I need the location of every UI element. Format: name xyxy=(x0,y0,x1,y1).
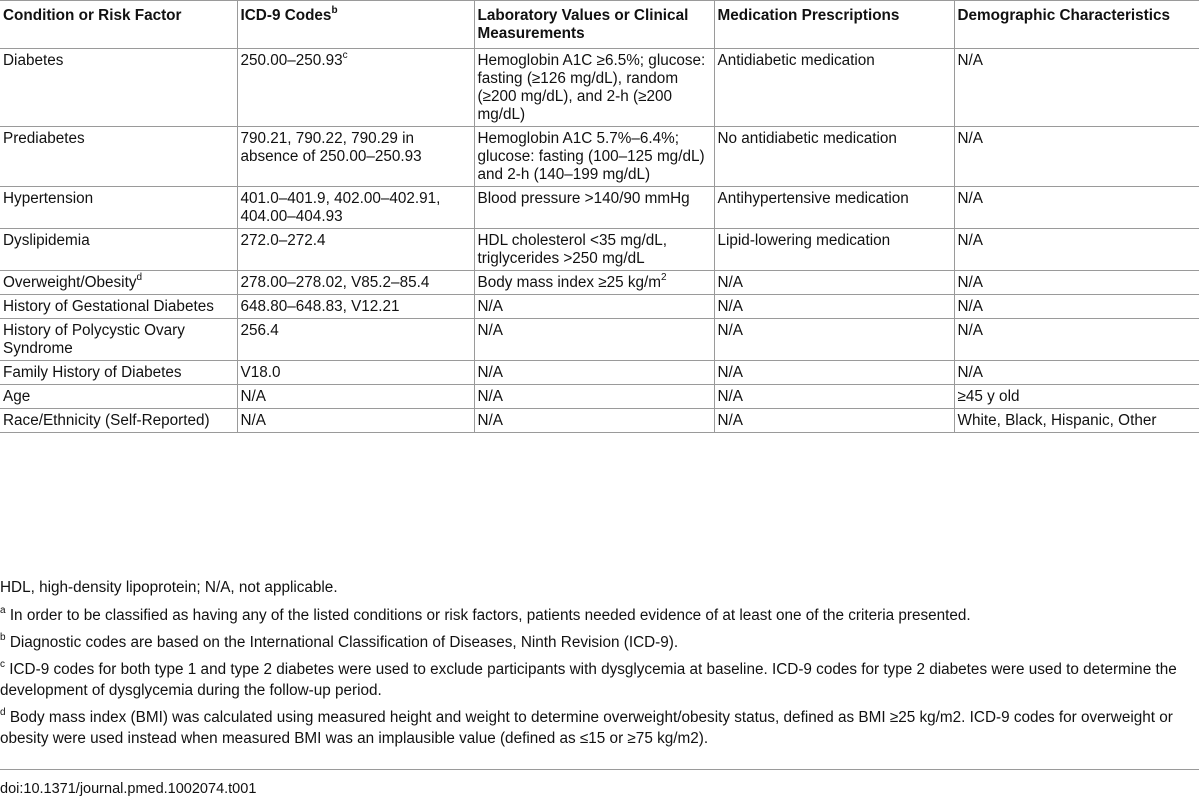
cell-laboratory-values: N/A xyxy=(474,385,714,409)
cell-demographic: N/A xyxy=(954,361,1199,385)
footnote-abbreviations: HDL, high-density lipoprotein; N/A, not applicable. xyxy=(0,579,338,596)
column-header-condition: Condition or Risk Factor xyxy=(0,1,237,49)
cell-medication: Antidiabetic medication xyxy=(714,49,954,127)
table-row xyxy=(0,229,1199,271)
cell-condition: Dyslipidemia xyxy=(0,229,237,271)
cell-demographic: N/A xyxy=(954,187,1199,229)
cell-medication: Antihypertensive medication xyxy=(714,187,954,229)
cell-condition: Prediabetes xyxy=(0,127,237,187)
cell-laboratory-values: Hemoglobin A1C ≥6.5%; glucose: fasting (≥126 mg/dL), random (≥200 mg/dL), and 2-h (≥200 mg/dL) xyxy=(474,49,714,127)
table-body xyxy=(0,49,1199,433)
cell-demographic: N/A xyxy=(954,295,1199,319)
table-row xyxy=(0,319,1199,361)
cell-icd9-codes: N/A xyxy=(237,385,474,409)
column-header-laboratory-values: Laboratory Values or Clinical Measurements xyxy=(474,1,714,49)
cell-demographic: White, Black, Hispanic, Other xyxy=(954,409,1199,433)
table-row xyxy=(0,409,1199,433)
cell-condition: Age xyxy=(0,385,237,409)
cell-icd9-codes: 250.00–250.93$^c$ xyxy=(237,49,474,127)
table-row xyxy=(0,271,1199,295)
table-header-row xyxy=(0,1,1199,49)
cell-icd9-codes: 256.4 xyxy=(237,319,474,361)
cell-laboratory-values: HDL cholesterol <35 mg/dL, triglycerides >250 mg/dL xyxy=(474,229,714,271)
cell-medication: N/A xyxy=(714,361,954,385)
column-header-medication: Medication Prescriptions xyxy=(714,1,954,49)
cell-medication: N/A xyxy=(714,319,954,361)
cell-medication: N/A xyxy=(714,385,954,409)
cell-condition: Overweight/Obesity$^d$ xyxy=(0,271,237,295)
cell-condition: History of Polycystic Ovary Syndrome xyxy=(0,319,237,361)
cell-medication: N/A xyxy=(714,409,954,433)
table-row xyxy=(0,295,1199,319)
cell-demographic: N/A xyxy=(954,49,1199,127)
cell-medication: N/A xyxy=(714,271,954,295)
cell-icd9-codes: V18.0 xyxy=(237,361,474,385)
cell-demographic: N/A xyxy=(954,229,1199,271)
cell-medication: No antidiabetic medication xyxy=(714,127,954,187)
cell-medication: Lipid-lowering medication xyxy=(714,229,954,271)
footnote-c: $^c$ ICD-9 codes for both type 1 and type 2 diabetes were used to exclude participants with dysglycemia at baseline. ICD-9 codes for type 2 diabetes were used to determine the development of dysglycemia during the follow-up period. xyxy=(0,658,1177,699)
cell-laboratory-values: Body mass index ≥25 $kg/m^2$ xyxy=(474,271,714,295)
cell-condition: Diabetes xyxy=(0,49,237,127)
table-row xyxy=(0,385,1199,409)
column-header-icd9-codes: ICD-9 Codes$^b$ xyxy=(237,1,474,49)
cell-icd9-codes: 790.21, 790.22, 790.29 in absence of 250.00–250.93 xyxy=(237,127,474,187)
cell-laboratory-values: Hemoglobin A1C 5.7%–6.4%; glucose: fasting (100–125 mg/dL) and 2-h (140–199 mg/dL) xyxy=(474,127,714,187)
cell-laboratory-values: Blood pressure >140/90 mmHg xyxy=(474,187,714,229)
column-header-demographic: Demographic Characteristics xyxy=(954,1,1199,49)
table-footnotes xyxy=(0,577,1190,755)
cell-condition: Hypertension xyxy=(0,187,237,229)
table-row xyxy=(0,49,1199,127)
cell-icd9-codes: 401.0–401.9, 402.00–402.91, 404.00–404.93 xyxy=(237,187,474,229)
cell-icd9-codes: N/A xyxy=(237,409,474,433)
footnote-d: $^d$ Body mass index (BMI) was calculated using measured height and weight to determine overweight/obesity status, defined as BMI ≥25 kg/m2. ICD-9 codes for overweight or obesity were used instead when measured BMI was an implausible value (defined as ≤15 or ≥75 kg/m2). xyxy=(0,706,1173,747)
cell-laboratory-values: N/A xyxy=(474,295,714,319)
cell-demographic: ≥45 y old xyxy=(954,385,1199,409)
cell-condition: Race/Ethnicity (Self-Reported) xyxy=(0,409,237,433)
cell-condition: Family History of Diabetes xyxy=(0,361,237,385)
cell-demographic: N/A xyxy=(954,271,1199,295)
doi-link[interactable]: doi:10.1371/journal.pmed.1002074.t001 xyxy=(0,769,1199,798)
cell-condition: History of Gestational Diabetes xyxy=(0,295,237,319)
cell-demographic: N/A xyxy=(954,127,1199,187)
cell-laboratory-values: N/A xyxy=(474,409,714,433)
table-row xyxy=(0,361,1199,385)
cell-laboratory-values: N/A xyxy=(474,319,714,361)
footnote-a: $^a$ In order to be classified as having any of the listed conditions or risk factors, patients needed evidence of at least one of the criteria presented. xyxy=(0,604,971,624)
cell-icd9-codes: 272.0–272.4 xyxy=(237,229,474,271)
table-row xyxy=(0,127,1199,187)
cell-demographic: N/A xyxy=(954,319,1199,361)
cell-medication: N/A xyxy=(714,295,954,319)
cell-laboratory-values: N/A xyxy=(474,361,714,385)
footnote-b: $^b$ Diagnostic codes are based on the International Classification of Diseases, Ninth Revision (ICD-9). xyxy=(0,631,679,651)
cell-icd9-codes: 278.00–278.02, V85.2–85.4 xyxy=(237,271,474,295)
table-row xyxy=(0,187,1199,229)
cell-icd9-codes: 648.80–648.83, V12.21 xyxy=(237,295,474,319)
